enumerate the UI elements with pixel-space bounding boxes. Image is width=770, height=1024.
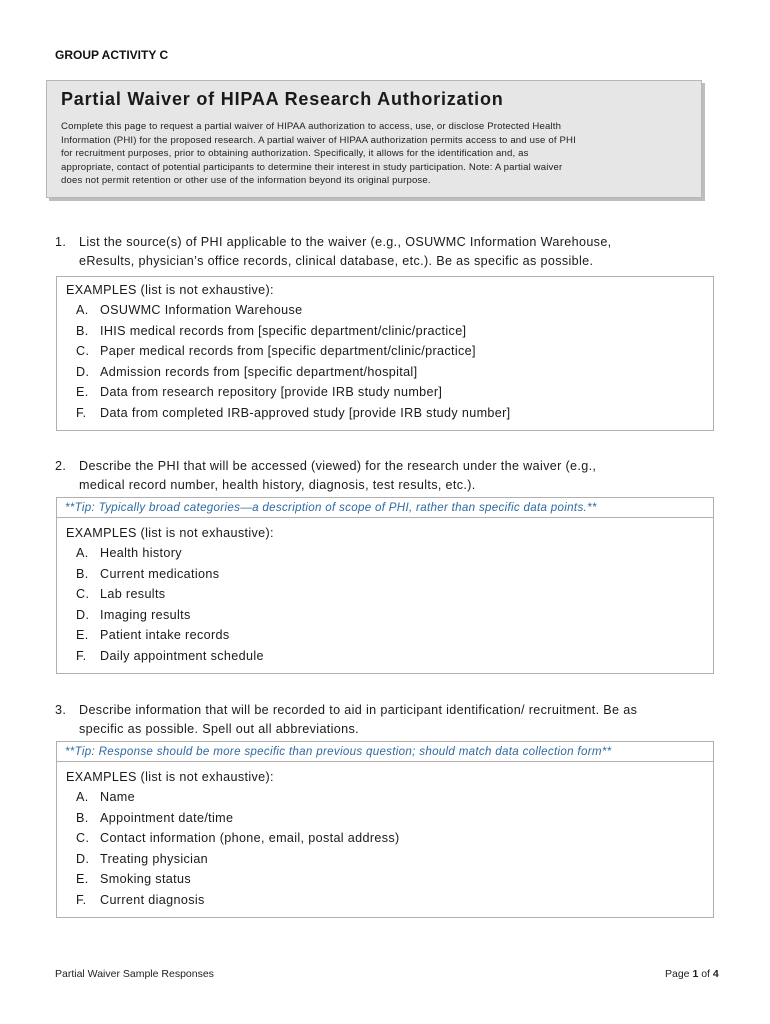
item-letter: B. [76, 323, 89, 338]
examples-list [57, 300, 713, 423]
item-text: Contact information (phone, email, postal address) [100, 831, 400, 845]
examples-heading: EXAMPLES (list is not exhaustive): [66, 526, 274, 540]
header-line: appropriate, contact of potential participants to determine their interest in study participation. Note: A partial waiver [61, 161, 563, 173]
question-text-line: Describe the PHI that will be accessed (viewed) for the research under the waiver (e.g., [79, 459, 597, 473]
list-item [57, 646, 713, 667]
item-letter: F. [76, 892, 87, 907]
examples-list [57, 787, 713, 910]
list-item [57, 890, 713, 911]
item-text: OSUWMC Information Warehouse [100, 303, 303, 317]
list-item [57, 362, 713, 383]
item-letter: B. [76, 810, 89, 825]
header-description [61, 120, 687, 188]
item-letter: C. [76, 831, 90, 845]
answer-box-1[interactable] [56, 276, 714, 431]
page-current: 1 [692, 968, 699, 980]
page-title: Partial Waiver of HIPAA Research Authorization [61, 89, 504, 109]
question-3 [55, 701, 720, 739]
list-item [57, 828, 713, 849]
tip-text: **Tip: Response should be more specific than previous question; should match data collection form** [57, 742, 713, 762]
list-item [57, 584, 713, 605]
item-text: Paper medical records from [specific department/clinic/practice] [100, 344, 476, 358]
item-text: Data from research repository [provide IRB study number] [100, 385, 443, 399]
item-text: Name [100, 790, 135, 804]
item-text: Data from completed IRB-approved study [provide IRB study number] [100, 405, 511, 420]
item-letter: D. [76, 851, 90, 866]
item-text: Admission records from [specific department/hospital] [100, 364, 418, 379]
page-total: 4 [712, 968, 719, 980]
item-text: Health history [100, 546, 182, 560]
list-item [57, 403, 713, 424]
header-line: Information (PHI) for the proposed research. A partial waiver of HIPAA authorization permits access to and use of PHI [61, 134, 576, 146]
item-letter: F. [76, 405, 87, 420]
item-letter: A. [76, 546, 89, 560]
question-number: 1. [55, 235, 67, 249]
header-line: Complete this page to request a partial waiver of HIPAA authorization to access, use, or disclose Protected Health [61, 121, 562, 132]
item-letter: B. [76, 566, 89, 581]
list-item [57, 869, 713, 890]
examples-heading: EXAMPLES (list is not exhaustive): [66, 770, 274, 784]
item-letter: A. [76, 790, 89, 804]
answer-box-3[interactable] [56, 741, 714, 918]
list-item [57, 341, 713, 362]
question-text-line: medical record number, health history, diagnosis, test results, etc.). [79, 478, 476, 492]
item-letter: E. [76, 628, 89, 642]
list-item [57, 543, 713, 564]
list-item [57, 605, 713, 626]
item-letter: C. [76, 344, 90, 358]
page-indicator [665, 968, 719, 980]
list-item [57, 564, 713, 585]
question-number: 2. [55, 459, 67, 473]
item-letter: E. [76, 385, 89, 399]
list-item [57, 382, 713, 403]
page-separator: of [701, 968, 710, 980]
examples-list [57, 543, 713, 666]
question-text-line: specific as possible. Spell out all abbreviations. [79, 722, 360, 736]
item-text: Appointment date/time [100, 810, 234, 825]
answer-box-2[interactable] [56, 497, 714, 674]
list-item [57, 787, 713, 808]
item-text: Treating physician [100, 851, 209, 866]
question-2 [55, 457, 720, 495]
item-text: Lab results [100, 587, 166, 601]
question-text-line: Describe information that will be recorded to aid in participant identification/ recruitment. Be as [79, 703, 638, 717]
header-line: does not permit retention or other use of the information beyond its original purpose. [61, 175, 431, 186]
item-text: Smoking status [100, 872, 191, 886]
item-text: Patient intake records [100, 628, 230, 642]
list-item [57, 625, 713, 646]
item-letter: D. [76, 607, 90, 622]
item-letter: D. [76, 364, 90, 379]
examples-heading: EXAMPLES (list is not exhaustive): [66, 283, 274, 297]
tip-text: **Tip: Typically broad categories—a description of scope of PHI, rather than specific data points.** [57, 498, 713, 518]
question-1 [55, 233, 720, 271]
header-line: for recruitment purposes, prior to obtaining authorization. Specifically, it allows for the identification and, as [61, 148, 529, 159]
list-item [57, 300, 713, 321]
item-text: Daily appointment schedule [100, 648, 264, 663]
list-item [57, 849, 713, 870]
item-letter: A. [76, 303, 89, 317]
item-text: Imaging results [100, 607, 191, 622]
header-box [46, 80, 702, 198]
question-text-line: List the source(s) of PHI applicable to the waiver (e.g., OSUWMC Information Warehouse, [79, 235, 612, 249]
list-item [57, 321, 713, 342]
item-text: Current diagnosis [100, 892, 205, 907]
group-activity-label: GROUP ACTIVITY C [55, 48, 169, 62]
item-letter: E. [76, 872, 89, 886]
item-letter: C. [76, 587, 90, 601]
question-text-line: eResults, physician’s office records, clinical database, etc.). Be as specific as possible. [79, 254, 594, 268]
item-letter: F. [76, 648, 87, 663]
footer-title: Partial Waiver Sample Responses [55, 968, 214, 980]
page-prefix: Page [665, 968, 690, 980]
item-text: Current medications [100, 566, 220, 581]
item-text: IHIS medical records from [specific department/clinic/practice] [100, 323, 467, 338]
list-item [57, 808, 713, 829]
question-number: 3. [55, 703, 67, 717]
